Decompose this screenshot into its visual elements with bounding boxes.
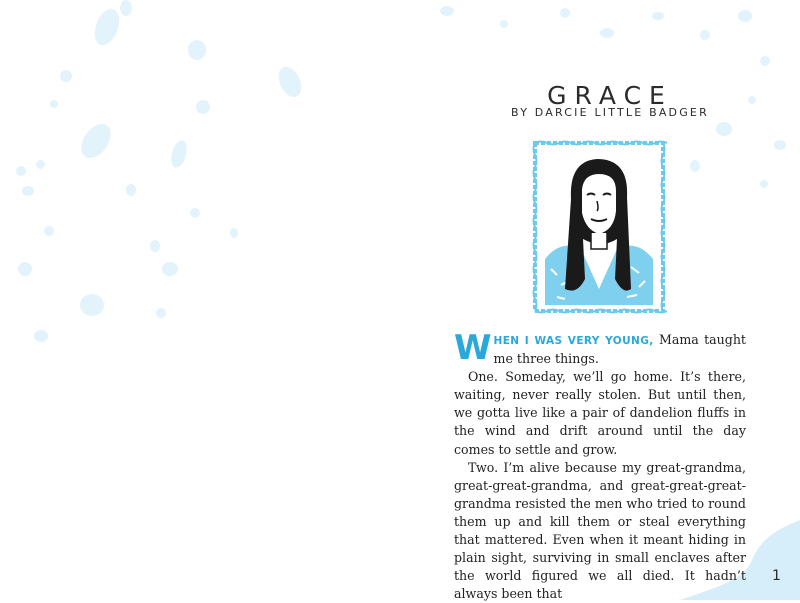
lead-in: HEN I WAS VERY YOUNG, (493, 335, 654, 347)
paragraph-2: One. Someday, we’ll go home. It’s there, waiting, never really stolen. But until then, we gotta live like a pair of dandelion fluffs in the wind and drift around until the day comes to settle and grow. (454, 369, 746, 457)
author-portrait-illustration (531, 139, 667, 315)
paragraph-1-text: Mama taught me three things. (493, 332, 746, 367)
paragraph-3: Two. I’m alive because my great-grandma, great-great-grandma, and great-great-great-grandma resisted the men who tried to round them up and kill them or steal everything that mattered. Even when it meant hiding in plain sight, surviving in small enclaves after the world figured we all died. It hadn’t always been that (454, 459, 746, 602)
story-title: GRACE (547, 80, 673, 110)
story-body (454, 328, 746, 603)
story-byline: BY DARCIE LITTLE BADGER (511, 106, 709, 119)
paragraph-1 (454, 328, 746, 368)
page-number: 1 (772, 568, 781, 584)
drop-cap: W (454, 328, 492, 368)
